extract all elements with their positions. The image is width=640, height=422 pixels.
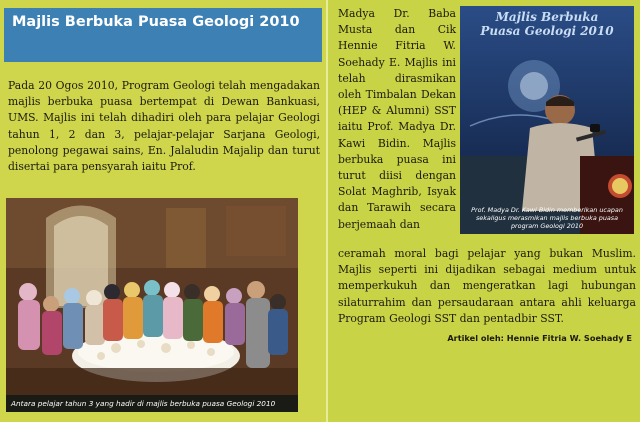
- speaker-photo-illustration: [460, 6, 634, 234]
- article-paragraph-left: Pada 20 Ogos 2010, Program Geologi telah mengadakan majlis berbuka puasa bertempat di Dewan Bankuasi, UMS. Majlis ini telah dihadiri oleh para pelajar Geologi tahun 1, 2 dan 3, pelajar-pelajar Sarjana Geologi, penolong pegawai sains, En. Jalaludin Majalip dan turut disertai para pensyarah iaitu Prof.: [8, 79, 320, 174]
- group-photo-illustration: [6, 198, 298, 412]
- title-box: [4, 8, 322, 62]
- group-photo-caption: Antara pelajar tahun 3 yang hadir di majlis berbuka puasa Geologi 2010: [6, 395, 298, 412]
- group-photo: [6, 198, 298, 412]
- article-title: Majlis Berbuka Puasa Geologi 2010: [12, 14, 300, 30]
- article-paragraph-right-bottom: ceramah moral bagi pelajar yang bukan Muslim. Majlis seperti ini dijadikan sebagai medium untuk memperkukuh dan mengeratkan lagi hubungan silaturrahim dan persaudaraan antara ahli keluarga Program Geologi SST dan pentadbir SST.: [338, 247, 636, 325]
- speaker-photo-caption: Prof. Madya Dr. Kawi Bidin memberikan ucapan sekaligus merasmikan majlis berbuka puasa program Geologi 2010: [471, 206, 623, 230]
- speaker-photo: [460, 6, 634, 234]
- speaker-banner-text: Majlis Berbuka Puasa Geologi 2010: [480, 10, 614, 38]
- article-paragraph-right-top: Madya Dr. Baba Musta dan Cik Hennie Fitria W. Soehady E. Majlis ini telah dirasmikan oleh Timbalan Dekan (HEP & Alumni) SST iaitu Prof. Madya Dr. Kawi Bidin. Majlis berbuka puasa ini turut diisi dengan Solat Maghrib, Isyak dan Tarawih secara berjemaah dan: [338, 7, 456, 231]
- article-credit: Artikel oleh: Hennie Fitria W. Soehady E: [447, 333, 632, 343]
